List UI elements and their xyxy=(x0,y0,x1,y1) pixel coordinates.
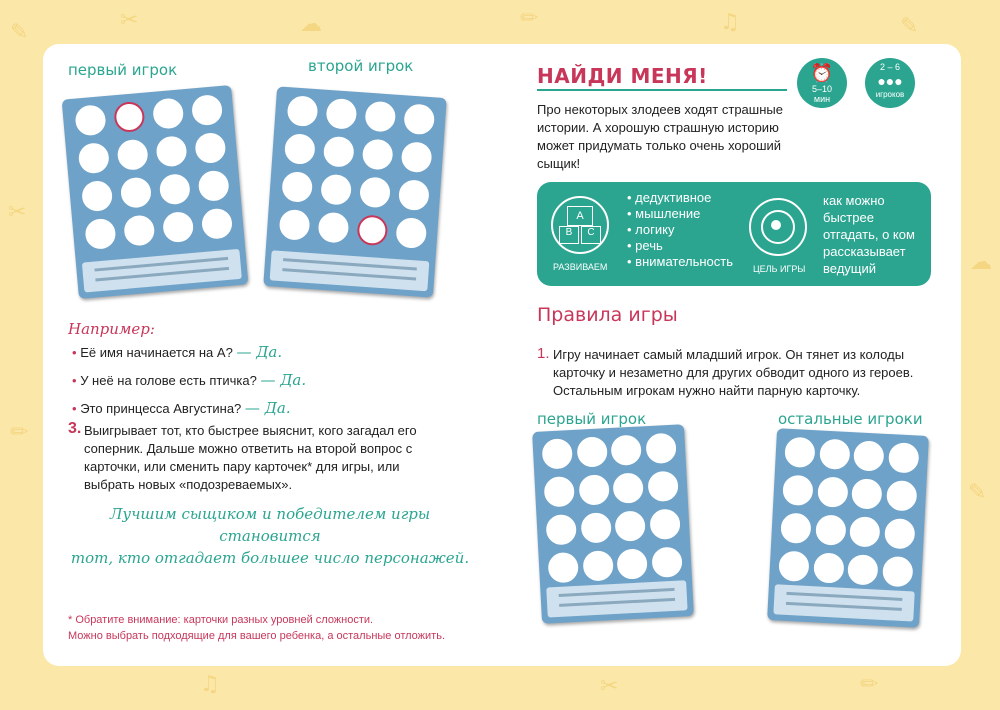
card-image-first-player xyxy=(62,85,249,299)
develops-list xyxy=(627,190,733,270)
develops-item: • дедуктивное xyxy=(627,190,733,206)
step-number: 1. xyxy=(537,345,550,362)
page-title: НАЙДИ МЕНЯ! xyxy=(537,64,708,88)
abc-blocks-icon: A B C xyxy=(551,196,609,254)
card2-label: второй игрок xyxy=(308,57,414,75)
time-value: 5–10 xyxy=(811,84,833,94)
card2-label-right: остальные игроки xyxy=(778,410,923,428)
example-answer: — Да. xyxy=(244,399,291,417)
players-value: 2 – 6 xyxy=(879,62,901,72)
bullet: • xyxy=(72,373,77,388)
card1-label-right: первый игрок xyxy=(537,410,647,428)
goal-label: ЦЕЛЬ ИГРЫ xyxy=(753,264,806,274)
intro-text: Про некоторых злодеев ходят страшные истории. А хорошую страшную историю может придумать только очень хороший сыщик! xyxy=(537,102,783,171)
step-1 xyxy=(537,346,937,400)
develops-label: РАЗВИВАЕМ xyxy=(553,262,608,272)
step-text: Выигрывает тот, кто быстрее выяснит, кого загадал его соперник. Дальше можно ответить на второй вопрос с карточки, или сменить пару карточек* для игры, или выбрать новых «подозреваемых». xyxy=(84,423,417,492)
example-item xyxy=(72,343,392,362)
winner-line: тот, кто отгадает большее число персонажей. xyxy=(70,549,470,567)
example-item xyxy=(72,399,392,418)
develops-item: • мышление xyxy=(627,206,733,222)
players-badge xyxy=(865,58,915,108)
example-item xyxy=(72,371,392,390)
card-image-second-player xyxy=(263,86,447,297)
card-image-first-player-right xyxy=(532,424,694,624)
step-number: 3. xyxy=(68,420,82,437)
footnote-line: Можно выбрать подходящие для вашего ребенка, а остальные отложить. xyxy=(68,630,446,642)
bullet: • xyxy=(72,401,77,416)
develops-item: • речь xyxy=(627,238,733,254)
develops-item: • логику xyxy=(627,222,733,238)
example-question: У неё на голове есть птичка? xyxy=(80,373,257,388)
target-icon xyxy=(749,198,807,256)
rules-heading: Правила игры xyxy=(537,304,678,326)
card-image-other-players xyxy=(767,428,929,628)
example-answer: — Да. xyxy=(260,371,307,389)
winner-statement xyxy=(70,503,470,569)
people-icon: ●●● xyxy=(877,73,903,89)
clock-icon: ⏰ xyxy=(810,63,834,83)
footnote xyxy=(68,612,445,644)
winner-line: Лучшим сыщиком и победителем игры становится xyxy=(109,505,431,545)
footnote-line: * Обратите внимание: карточки разных уровней сложности. xyxy=(68,614,374,626)
card1-label: первый игрок xyxy=(68,61,178,79)
example-question: Это принцесса Августина? xyxy=(80,401,242,416)
time-badge xyxy=(797,58,847,108)
info-box xyxy=(537,182,931,286)
time-unit: мин xyxy=(813,94,831,104)
example-list xyxy=(72,343,392,418)
develops-item: • внимательность xyxy=(627,254,733,270)
step-text: Игру начинает самый младший игрок. Он тянет из колоды карточку и незаметно для других обводит одного из героев. Остальным игрокам нужно найти парную карточку. xyxy=(553,347,914,398)
step-3 xyxy=(68,422,438,494)
players-unit: игроков xyxy=(875,90,905,99)
bullet: • xyxy=(72,345,77,360)
example-answer: — Да. xyxy=(236,343,283,361)
example-heading: Например: xyxy=(68,320,155,338)
goal-text: как можно быстрее отгадать, о ком рассказывает ведущий xyxy=(823,193,915,276)
example-question: Её имя начинается на А? xyxy=(80,345,233,360)
title-underline xyxy=(537,89,787,91)
